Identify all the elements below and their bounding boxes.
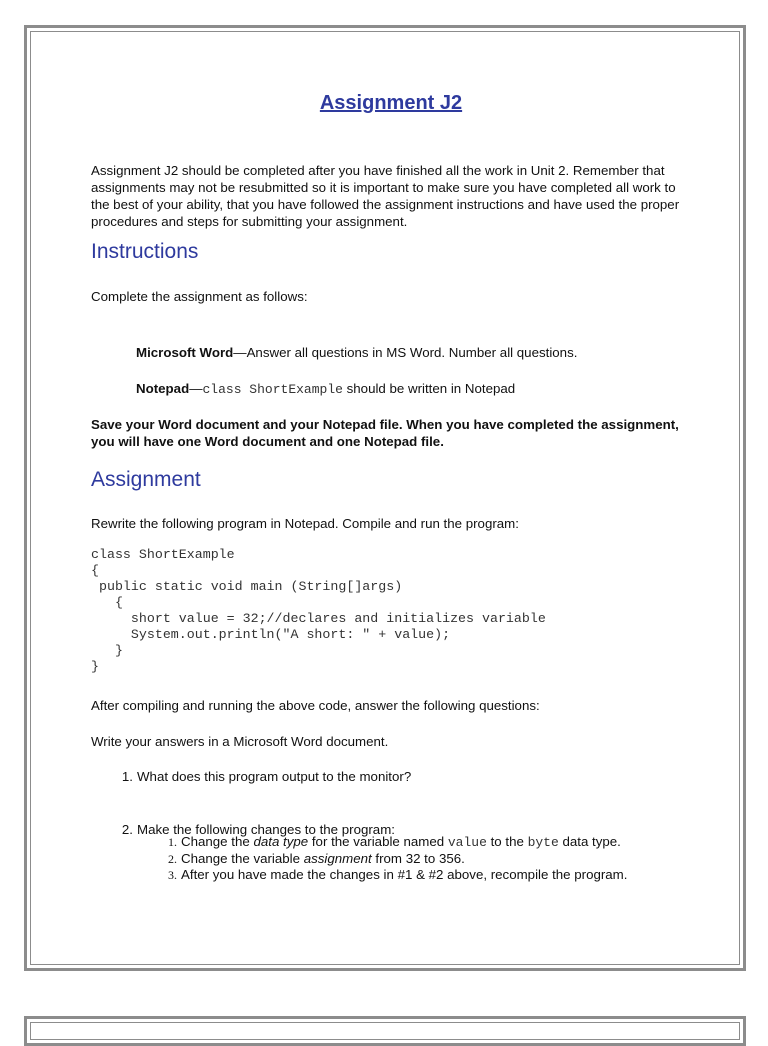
next-page-edge [24,1016,746,1046]
page-title: Assignment J2 [319,92,463,114]
notepad-code: class ShortExample [202,382,343,397]
change-code: byte [527,835,559,850]
notepad-dash: — [189,381,203,396]
instructions-heading: Instructions [91,240,199,263]
list-item [121,768,687,785]
question-number: 1. [121,769,133,784]
change-text: to the [486,834,528,849]
question-text: What does this program output to the monitor? [137,769,412,784]
question-number: 2. [121,822,133,837]
code-block: class ShortExample { public static void main (String[]args) { short value = 32;//declares and initializes variable System.out.println("A short: " + value); } } [91,547,546,674]
list-item [168,867,661,883]
save-note: Save your Word document and your Notepad file. When you have completed the assignment, you will have one Word document and one Notepad file. [91,417,679,449]
change-code: value [447,835,487,850]
word-text: —Answer all questions in MS Word. Number all questions. [233,345,578,360]
questions-list [121,768,687,837]
change-text: from 32 to 356. [371,851,465,866]
change-text: for the variable named [308,834,448,849]
change-text: Change the [181,834,254,849]
list-item [168,834,661,851]
assignment-heading: Assignment [91,468,201,491]
change-emphasis: data type [253,834,309,849]
word-label: Microsoft Word [136,345,234,360]
intro-paragraph: Assignment J2 should be completed after you have finished all the work in Unit 2. Remember that assignments may not be resubmitted so it is important to make sure you have completed all work to the best of your ability, that you have followed the assignment instructions and have used the proper procedures and steps for submitting your assignment. [91,163,680,229]
change-emphasis: assignment [303,851,372,866]
change-number: 1. [168,835,177,849]
change-text: data type. [558,834,621,849]
changes-list [168,834,661,883]
change-number: 2. [168,852,177,866]
list-item [168,851,661,867]
document-page [24,25,746,971]
write-paragraph: Write your answers in a Microsoft Word document. [91,734,389,749]
change-text: Change the variable [181,851,304,866]
notepad-label: Notepad [136,381,190,396]
notepad-text: should be written in Notepad [342,381,516,396]
change-number: 3. [168,868,177,882]
after-paragraph: After compiling and running the above code, answer the following questions: [91,698,540,713]
instructions-lead: Complete the assignment as follows: [91,289,308,304]
word-instruction [136,344,577,361]
change-text: After you have made the changes in #1 & #2 above, recompile the program. [181,867,628,882]
notepad-instruction [136,380,515,398]
question-text: Make the following changes to the program: [137,822,395,837]
assignment-lead: Rewrite the following program in Notepad. Compile and run the program: [91,516,519,531]
